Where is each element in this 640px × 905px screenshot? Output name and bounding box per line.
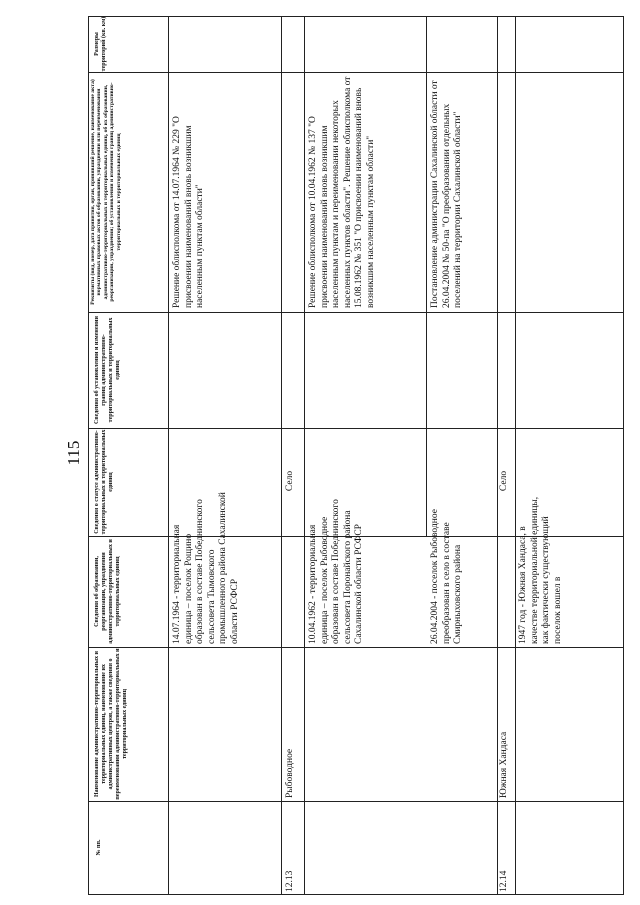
header-size: Размеры территорий (кв. км) bbox=[94, 16, 107, 72]
header-number: № пп. bbox=[96, 839, 102, 856]
header-borders: Сведения об установлении и изменении границ административно-территориальных и территориальных единиц bbox=[94, 316, 121, 424]
header-act: Реквизиты (вид, номер, дата принятия, орган, принявший решение, наименование акта) нормативных правовых актов об образовании, упразднении или переименовании административно-территориальных и территориальных единиц, об их образовании, реорганизации, упразднении; об установлении и изменении границ административно-территориальных и территориальных единиц bbox=[90, 79, 122, 305]
settlement-status: Село bbox=[499, 470, 509, 492]
table-border-right bbox=[623, 16, 624, 895]
header-status: Сведения о статусе административно-территориальных и территориальных единиц bbox=[94, 429, 114, 535]
formation-entry: 10.04.1962 - территориальная единица – поселок Рыбоводное образован в составе Победнинского сельсовета Поронайского района Сахалинской области РСФСР bbox=[308, 499, 365, 644]
rule-entry-split bbox=[426, 16, 427, 536]
rule-row-12-13 bbox=[281, 16, 282, 895]
rule-row-12-14-body bbox=[515, 16, 516, 895]
block1-formation: 14.07.1964 - территориальная единица – поселок Рощино образован в составе Победнинского сельсовета Тымовского промышленного района Сахалинской области РСФСР bbox=[172, 492, 240, 644]
header-name: Наименование административно-территориальных и территориальных единиц, наименование их административных центров, а также сведения о переименовании административно-территориальных и территориальных единиц bbox=[94, 648, 128, 800]
formation-entry: 26.04.2004 - поселок Рыбоводное преобразован в село в составе Смирныховского района bbox=[430, 509, 464, 644]
table-border-left bbox=[88, 16, 89, 895]
formation-entry: 1947 год - Южная Хандаса, в качестве территориальной единицы, как фактически существующий поселок вошел в bbox=[518, 496, 563, 644]
page-number: 115 bbox=[64, 440, 83, 466]
header-formation: Сведения об образовании, реорганизации, упразднении административно-территориальных и территориальных единиц bbox=[94, 539, 121, 644]
rule-row-12-14 bbox=[497, 16, 498, 895]
settlement-status: Село bbox=[285, 470, 295, 492]
row-number: 12.13 bbox=[285, 870, 295, 892]
block1-act: Решение облисполкома от 14.07.1964 № 229 "О присвоении наименований вновь возникшим населенным пунктам области" bbox=[172, 116, 206, 308]
settlement-name: Рыбоводное bbox=[285, 748, 295, 798]
settlement-name: Южная Хандаса bbox=[499, 731, 509, 798]
act-entry: Решение облисполкома от 10.04.1962 № 137 "О присвоении наименований вновь возникшим населенным пунктам и переименовании некоторых населенных пунктов области". Решение облисполкома от 15.08.1962 № 351 "О присвоении наименований вновь возникшим населенным пунктам области" bbox=[308, 76, 376, 308]
registry-table bbox=[88, 16, 624, 895]
act-entry bbox=[518, 76, 622, 308]
rule-header bbox=[168, 16, 169, 895]
row-number: 12.14 bbox=[499, 870, 509, 892]
rule-row-12-13-body bbox=[304, 16, 305, 895]
act-entry: Постановление администрации Сахалинской области от 26.04.2004 № 50-па "О преобразовании отдельных поселений на территории Сахалинской области" bbox=[430, 80, 464, 308]
